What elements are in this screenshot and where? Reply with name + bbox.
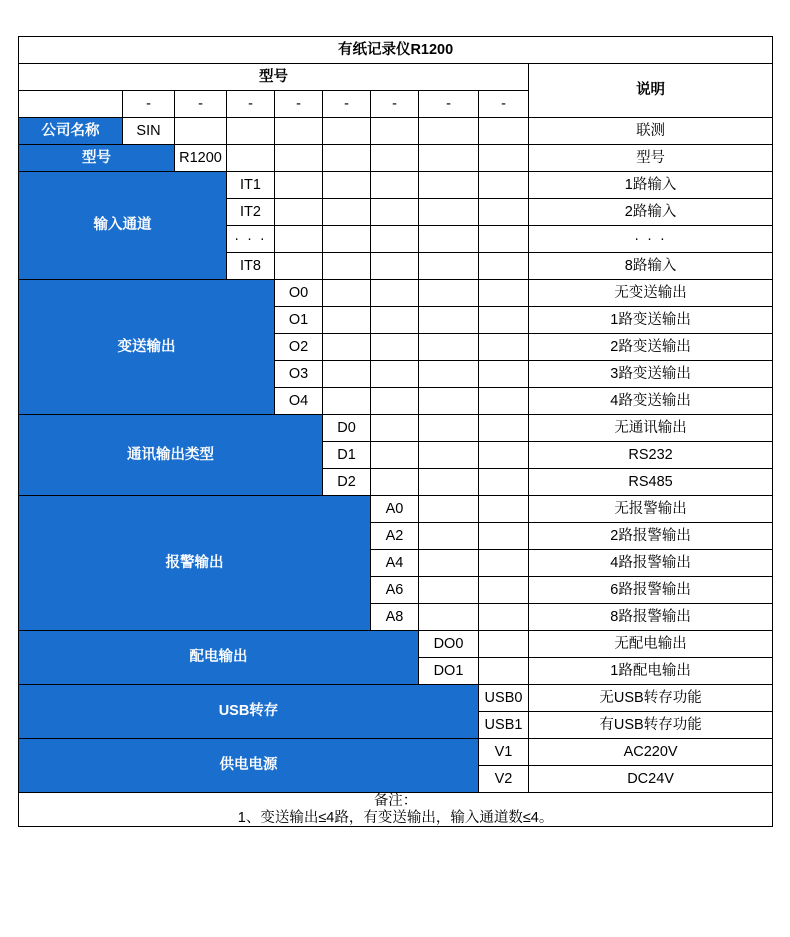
page-title: 有纸记录仪R1200 (19, 37, 773, 64)
empty-cell (479, 442, 529, 469)
empty-cell (479, 523, 529, 550)
row-desc: 6路报警输出 (529, 577, 773, 604)
empty-cell (419, 577, 479, 604)
table-row-title (19, 37, 773, 64)
dash-cell: - (123, 91, 175, 118)
row-desc: 无变送输出 (529, 280, 773, 307)
row-code-sin: SIN (123, 118, 175, 145)
dash-cell: - (227, 91, 275, 118)
table-row (19, 118, 773, 145)
row-code-d2: D2 (323, 469, 371, 496)
row-desc: 8路报警输出 (529, 604, 773, 631)
empty-cell (175, 118, 227, 145)
row-code-o0: O0 (275, 280, 323, 307)
empty-cell (479, 469, 529, 496)
table-row (19, 496, 773, 523)
empty-cell (227, 145, 275, 172)
empty-cell (479, 631, 529, 658)
empty-cell (419, 523, 479, 550)
row-desc: 有USB转存功能 (529, 712, 773, 739)
model-selection-table (18, 36, 773, 827)
empty-cell (275, 199, 323, 226)
empty-cell (371, 226, 419, 253)
dash-cell: - (275, 91, 323, 118)
empty-cell (479, 577, 529, 604)
row-code-v2: V2 (479, 766, 529, 793)
empty-cell (323, 334, 371, 361)
empty-cell (479, 280, 529, 307)
row-label-input-channel: 输入通道 (19, 172, 227, 280)
empty-cell (371, 172, 419, 199)
row-label-comm-output-type: 通讯输出类型 (19, 415, 323, 496)
row-desc: · · · (529, 226, 773, 253)
row-desc: AC220V (529, 739, 773, 766)
description-header: 说明 (529, 64, 773, 118)
empty-cell (419, 604, 479, 631)
empty-cell (371, 118, 419, 145)
row-code-usb1: USB1 (479, 712, 529, 739)
spec-table-container (18, 36, 772, 827)
row-desc: 无配电输出 (529, 631, 773, 658)
row-desc: 1路输入 (529, 172, 773, 199)
empty-cell (479, 604, 529, 631)
empty-cell (323, 145, 371, 172)
row-desc: RS485 (529, 469, 773, 496)
table-row-notes (19, 793, 773, 827)
row-desc: 无通讯输出 (529, 415, 773, 442)
empty-cell (371, 361, 419, 388)
empty-cell (479, 226, 529, 253)
empty-cell (479, 496, 529, 523)
empty-cell (275, 145, 323, 172)
row-label-power-distribution-output: 配电输出 (19, 631, 419, 685)
row-label-alarm-output: 报警输出 (19, 496, 371, 631)
empty-cell (419, 145, 479, 172)
empty-cell (371, 442, 419, 469)
row-desc: 型号 (529, 145, 773, 172)
empty-cell (275, 172, 323, 199)
row-label-company: 公司名称 (19, 118, 123, 145)
table-row (19, 145, 773, 172)
row-code-a8: A8 (371, 604, 419, 631)
empty-cell (323, 199, 371, 226)
row-code-do0: DO0 (419, 631, 479, 658)
empty-cell (419, 334, 479, 361)
row-desc: 联测 (529, 118, 773, 145)
row-desc: 2路输入 (529, 199, 773, 226)
empty-cell (275, 253, 323, 280)
table-row (19, 415, 773, 442)
empty-cell (479, 334, 529, 361)
empty-cell (479, 658, 529, 685)
empty-cell (371, 280, 419, 307)
empty-cell (479, 361, 529, 388)
empty-cell (479, 172, 529, 199)
model-header: 型号 (19, 64, 529, 91)
empty-cell (479, 118, 529, 145)
empty-cell (323, 361, 371, 388)
empty-cell (371, 307, 419, 334)
empty-cell (419, 388, 479, 415)
empty-cell (323, 172, 371, 199)
row-code-usb0: USB0 (479, 685, 529, 712)
table-row (19, 172, 773, 199)
notes-cell (19, 793, 773, 827)
empty-cell (323, 388, 371, 415)
row-code-o2: O2 (275, 334, 323, 361)
row-code-v1: V1 (479, 739, 529, 766)
row-code-do1: DO1 (419, 658, 479, 685)
row-desc: 1路变送输出 (529, 307, 773, 334)
row-code-a0: A0 (371, 496, 419, 523)
empty-cell (419, 442, 479, 469)
row-code-d1: D1 (323, 442, 371, 469)
empty-cell (479, 145, 529, 172)
empty-cell (419, 253, 479, 280)
empty-cell (323, 307, 371, 334)
empty-cell (479, 199, 529, 226)
empty-cell (371, 199, 419, 226)
empty-cell (371, 388, 419, 415)
row-label-model: 型号 (19, 145, 175, 172)
empty-cell (419, 172, 479, 199)
empty-cell (371, 145, 419, 172)
dash-cell: - (479, 91, 529, 118)
row-desc: 无USB转存功能 (529, 685, 773, 712)
row-code-o4: O4 (275, 388, 323, 415)
empty-cell (371, 469, 419, 496)
table-row (19, 280, 773, 307)
notes-line-2: 1、变送输出≤4路，有变送输出，输入通道数≤4。 (237, 809, 554, 826)
row-desc: RS232 (529, 442, 773, 469)
row-label-usb-transfer: USB转存 (19, 685, 479, 739)
empty-cell (479, 388, 529, 415)
empty-cell (371, 253, 419, 280)
empty-cell (419, 550, 479, 577)
dash-cell: - (371, 91, 419, 118)
empty-cell (323, 280, 371, 307)
dash-cell: - (323, 91, 371, 118)
row-code-o1: O1 (275, 307, 323, 334)
dash-cell: - (175, 91, 227, 118)
empty-cell (371, 415, 419, 442)
empty-cell (323, 118, 371, 145)
row-label-transmit-output: 变送输出 (19, 280, 275, 415)
empty-cell (419, 307, 479, 334)
dash-cell: - (419, 91, 479, 118)
empty-cell (419, 280, 479, 307)
row-label-power-supply: 供电电源 (19, 739, 479, 793)
table-row (19, 685, 773, 712)
empty-cell (419, 415, 479, 442)
row-desc: 2路报警输出 (529, 523, 773, 550)
row-code-it2: IT2 (227, 199, 275, 226)
dash-cell (19, 91, 123, 118)
row-desc: 无报警输出 (529, 496, 773, 523)
row-code-a4: A4 (371, 550, 419, 577)
empty-cell (419, 496, 479, 523)
row-code-ellipsis: · · · (227, 226, 275, 253)
table-row (19, 739, 773, 766)
row-code-r1200: R1200 (175, 145, 227, 172)
row-desc: 3路变送输出 (529, 361, 773, 388)
row-code-o3: O3 (275, 361, 323, 388)
row-desc: 4路报警输出 (529, 550, 773, 577)
empty-cell (419, 199, 479, 226)
empty-cell (419, 226, 479, 253)
table-row-header (19, 64, 773, 91)
row-desc: 4路变送输出 (529, 388, 773, 415)
row-desc: 8路输入 (529, 253, 773, 280)
empty-cell (479, 550, 529, 577)
row-desc: DC24V (529, 766, 773, 793)
empty-cell (323, 253, 371, 280)
row-desc: 2路变送输出 (529, 334, 773, 361)
empty-cell (275, 226, 323, 253)
row-code-d0: D0 (323, 415, 371, 442)
row-code-it1: IT1 (227, 172, 275, 199)
row-code-a6: A6 (371, 577, 419, 604)
empty-cell (227, 118, 275, 145)
empty-cell (419, 469, 479, 496)
row-desc: 1路配电输出 (529, 658, 773, 685)
empty-cell (479, 415, 529, 442)
table-row (19, 631, 773, 658)
empty-cell (275, 118, 323, 145)
notes-line-1: 备注： (373, 793, 418, 809)
empty-cell (479, 253, 529, 280)
empty-cell (419, 361, 479, 388)
empty-cell (419, 118, 479, 145)
row-code-it8: IT8 (227, 253, 275, 280)
row-code-a2: A2 (371, 523, 419, 550)
empty-cell (323, 226, 371, 253)
empty-cell (479, 307, 529, 334)
empty-cell (371, 334, 419, 361)
